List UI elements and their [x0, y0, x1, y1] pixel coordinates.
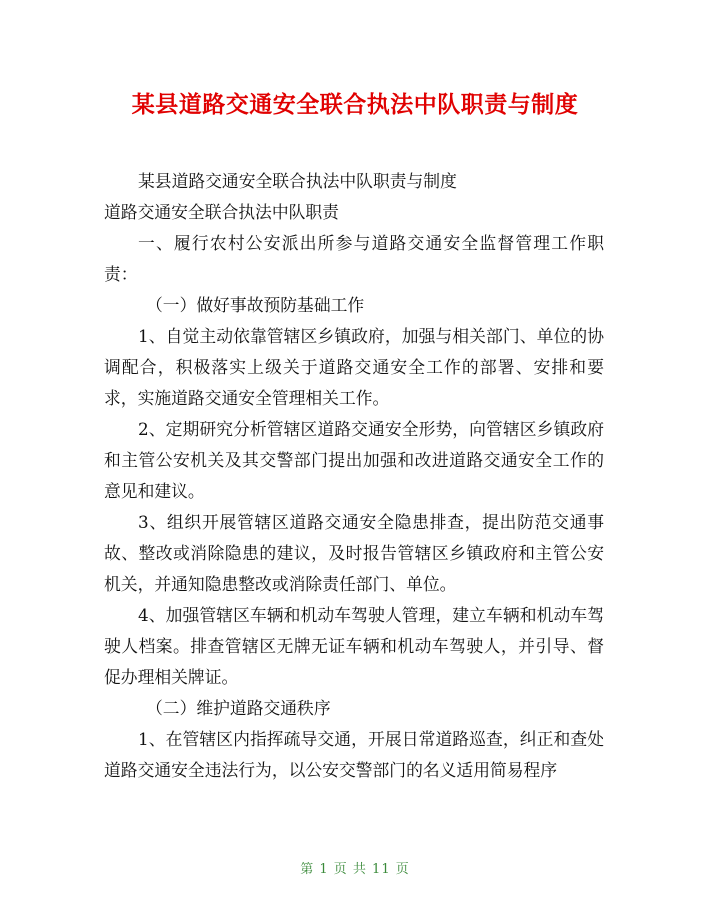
document-title: 某县道路交通安全联合执法中队职责与制度 [131, 92, 579, 118]
paragraph-subtitle: 某县道路交通安全联合执法中队职责与制度 [138, 171, 457, 191]
paragraph-item: 4、加强管辖区车辆和机动车驾驶人管理，建立车辆和机动车驾驶人档案。排查管辖区无牌无证车辆和机动车驾驶人，并引导、督促办理相关牌证。 [104, 605, 604, 687]
paragraph-subsection-2: （二）维护道路交通秩序 [146, 698, 331, 718]
page-number-footer: 第 1 页 共 11 页 [300, 862, 410, 877]
paragraph-duty-1: 一、履行农村公安派出所参与道路交通安全监督管理工作职责： [104, 233, 604, 284]
paragraph-item: 1、自觉主动依靠管辖区乡镇政府，加强与相关部门、单位的协调配合，积极落实上级关于道路交通安全工作的部署、安排和要求，实施道路交通安全管理相关工作。 [104, 326, 604, 408]
paragraph-item: 3、组织开展管辖区道路交通安全隐患排查，提出防范交通事故、整改或消除隐患的建议，及时报告管辖区乡镇政府和主管公安机关，并通知隐患整改或消除责任部门、单位。 [104, 512, 604, 594]
paragraph-subsection-1: （一）做好事故预防基础工作 [146, 295, 365, 315]
paragraph-item: 1、在管辖区内指挥疏导交通，开展日常道路巡查，纠正和查处道路交通安全违法行为，以公安交警部门的名义适用简易程序 [104, 729, 604, 780]
document-body [104, 166, 604, 786]
paragraph-item: 2、定期研究分析管辖区道路交通安全形势，向管辖区乡镇政府和主管公安机关及其交警部门提出加强和改进道路交通安全工作的意见和建议。 [104, 419, 604, 501]
paragraph-section-heading: 道路交通安全联合执法中队职责 [104, 202, 339, 222]
